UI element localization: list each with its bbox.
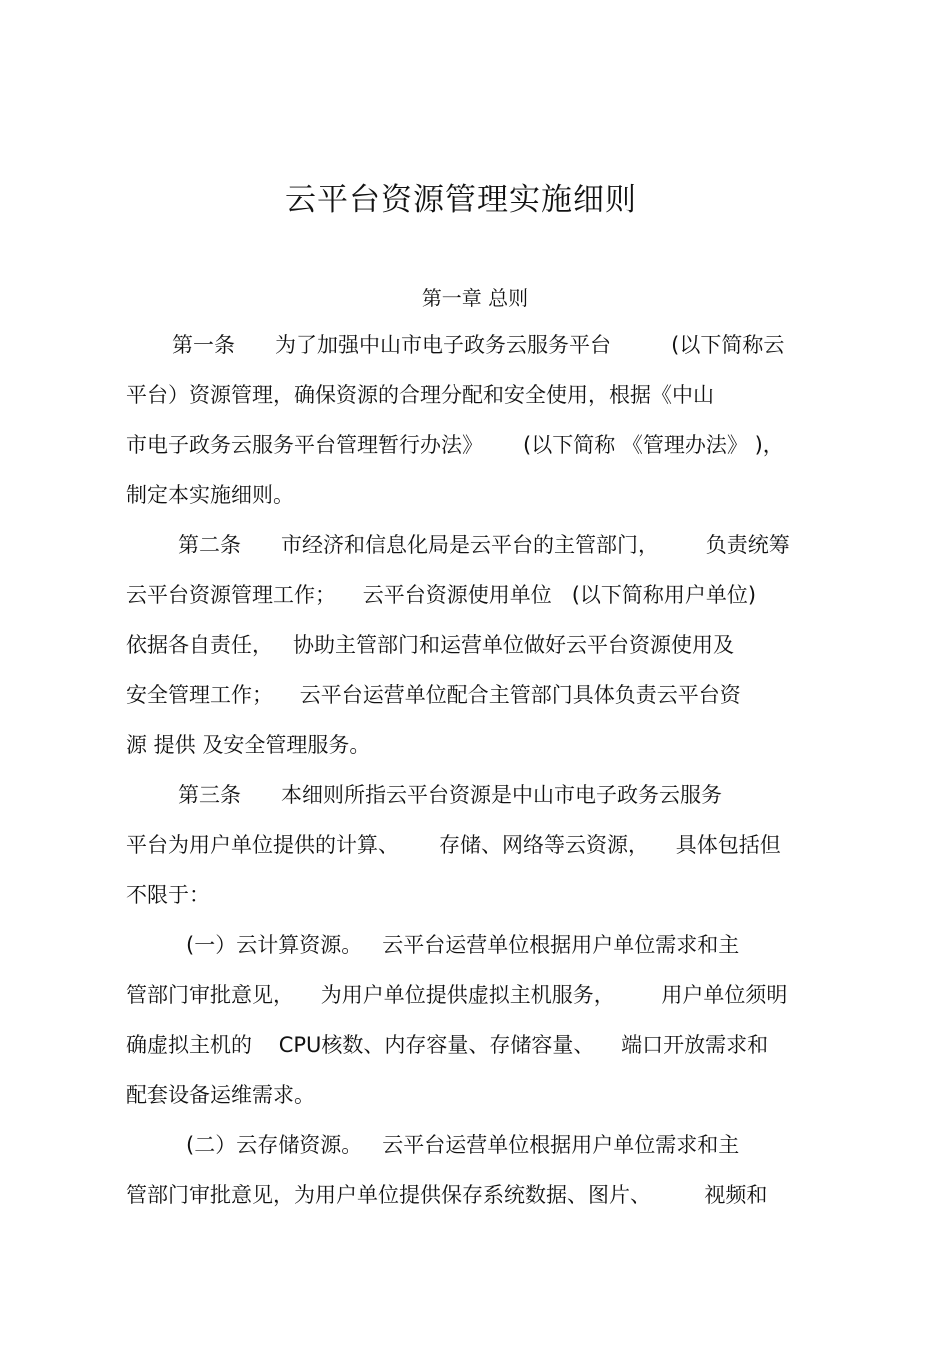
paragraph-line: 管部门审批意见， 为用户单位提供虚拟主机服务， 用户单位须明 <box>126 983 788 1007</box>
paragraph-line: 配套设备运维需求。 <box>126 1083 315 1107</box>
paragraph-line: 第一条 为了加强中山市电子政务云服务平台 (以下简称云 <box>172 333 785 357</box>
paragraph-line: (一）云计算资源。 云平台运营单位根据用户单位需求和主 <box>186 933 740 957</box>
paragraph-line: 不限于： <box>126 883 210 907</box>
paragraph-line: 源 提供 及安全管理服务。 <box>126 733 371 757</box>
paragraph-line: 依据各自责任， 协助主管部门和运营单位做好云平台资源使用及 <box>126 633 735 657</box>
paragraph-line: 市电子政务云服务平台管理暂行办法》 (以下简称 《管理办法》 )， <box>126 433 784 457</box>
paragraph-line: (二）云存储资源。 云平台运营单位根据用户单位需求和主 <box>186 1133 740 1157</box>
paragraph-line: 安全管理工作； 云平台运营单位配合主管部门具体负责云平台资 <box>126 683 741 707</box>
paragraph-line: 平台）资源管理，确保资源的合理分配和安全使用，根据《中山 <box>126 383 714 407</box>
paragraph-line: 确虚拟主机的 CPU核数、内存容量、存储容量、 端口开放需求和 <box>126 1033 769 1057</box>
paragraph-line: 第三条 本细则所指云平台资源是中山市电子政务云服务 <box>178 783 723 807</box>
paragraph-line: 制定本实施细则。 <box>126 483 294 507</box>
chapter-heading: 第一章 总则 <box>421 286 529 310</box>
paragraph-line: 平台为用户单位提供的计算、 存储、网络等云资源， 具体包括但 <box>126 833 781 857</box>
paragraph-line: 管部门审批意见，为用户单位提供保存系统数据、图片、 视频和 <box>126 1183 768 1207</box>
paragraph-line: 第二条 市经济和信息化局是云平台的主管部门， 负责统筹 <box>178 533 790 557</box>
paragraph-line: 云平台资源管理工作； 云平台资源使用单位 (以下简称用户单位) <box>126 583 757 607</box>
document-title: 云平台资源管理实施细则 <box>285 182 637 218</box>
